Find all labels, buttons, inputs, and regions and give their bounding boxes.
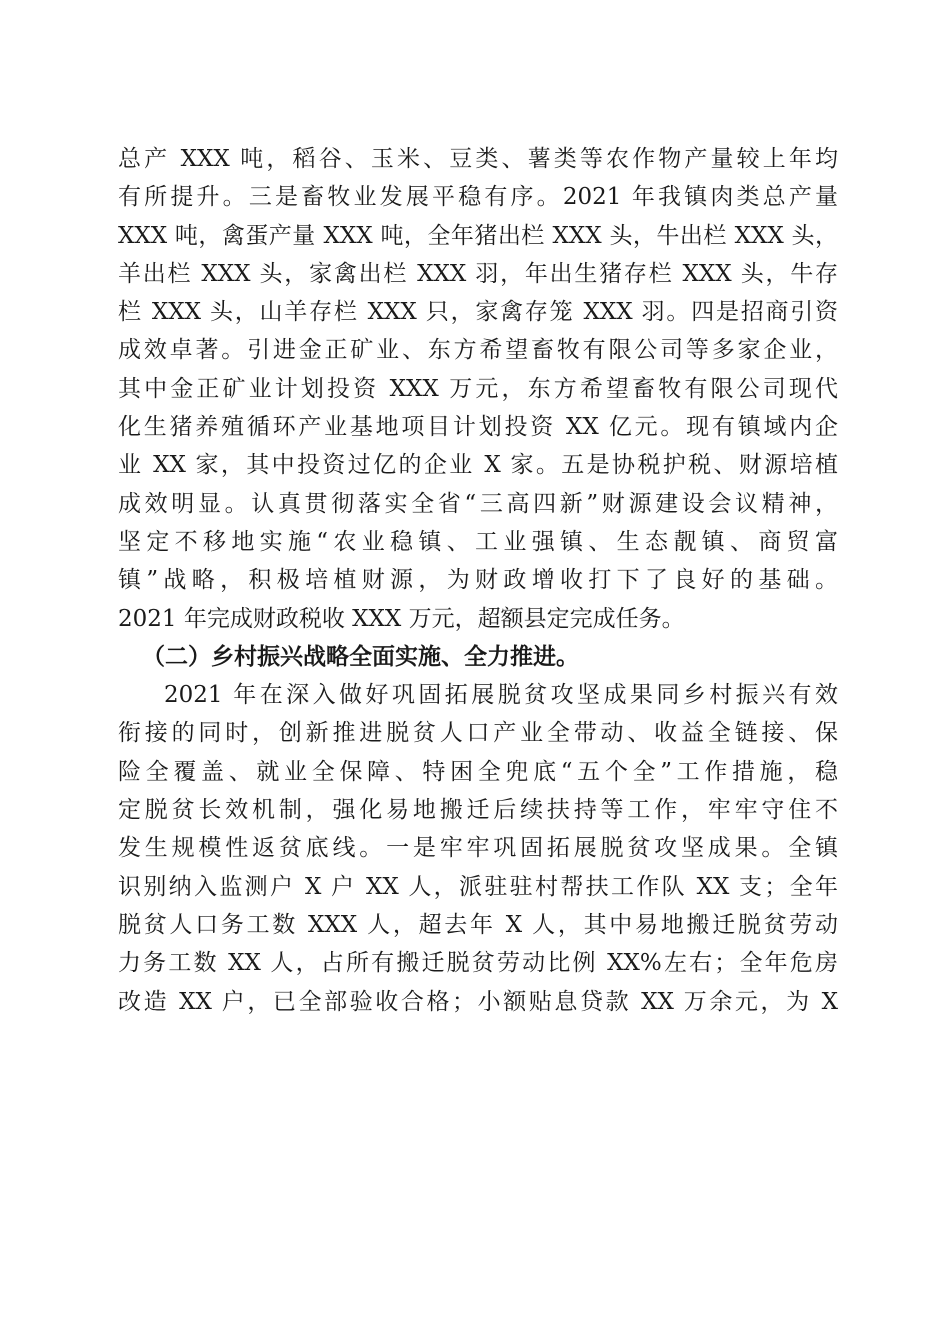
paragraph-1-line: XXX 吨，禽蛋产量 XXX 吨，全年猪出栏 XXX 头，牛出栏 XXX 头， [118,222,838,249]
paragraph-1-line: 羊出栏 XXX 头，家禽出栏 XXX 羽，年出生猪存栏 XXX 头，牛存 [118,260,838,287]
paragraph-1-line: 坚定不移地实施“农业稳镇、工业强镇、生态靓镇、商贸富 [118,528,838,555]
paragraph-2-line: 险全覆盖、就业全保障、特困全兜底“五个全”工作措施，稳 [118,758,838,785]
section-heading: （二）乡村振兴战略全面实施、全力推进。 [142,642,579,670]
paragraph-1-line: 有所提升。三是畜牧业发展平稳有序。2021 年我镇肉类总产量 [118,184,838,211]
document-body [118,140,838,1021]
paragraph-1-line: 其中金正矿业计划投资 XXX 万元，东方希望畜牧有限公司现代 [118,375,838,402]
paragraph-1-line: 镇”战略，积极培植财源，为财政增收打下了良好的基础。 [118,567,838,594]
paragraph-2-line: 力务工数 XX 人，占所有搬迁脱贫劳动比例 XX%左右；全年危房 [118,950,838,977]
paragraph-1-line: 2021 年完成财政税收 XXX 万元，超额县定完成任务。 [118,605,685,632]
paragraph-1-line: 总产 XXX 吨，稻谷、玉米、豆类、薯类等农作物产量较上年均 [118,146,838,172]
paragraph-1-line: 化生猪养殖循环产业基地项目计划投资 XX 亿元。现有镇域内企 [118,414,838,441]
paragraph-2-line: 2021 年在深入做好巩固拓展脱贫攻坚成果同乡村振兴有效 [164,682,838,709]
paragraph-2-line: 衔接的同时，创新推进脱贫人口产业全带动、收益全链接、保 [118,720,838,747]
paragraph-2-line: 发生规模性返贫底线。一是牢牢巩固拓展脱贫攻坚成果。全镇 [118,835,838,862]
paragraph-2-line: 识别纳入监测户 X 户 XX 人，派驻驻村帮扶工作队 XX 支；全年 [118,873,838,900]
paragraph-2-line: 脱贫人口务工数 XXX 人，超去年 X 人，其中易地搬迁脱贫劳动 [118,911,838,938]
paragraph-1-line: 成效明显。认真贯彻落实全省“三高四新”财源建设会议精神， [118,490,838,517]
paragraph-1-line: 业 XX 家，其中投资过亿的企业 X 家。五是协税护税、财源培植 [118,452,838,479]
paragraph-1-line: 栏 XXX 头，山羊存栏 XXX 只，家禽存笼 XXX 羽。四是招商引资 [118,299,838,326]
paragraph-1-line: 成效卓著。引进金正矿业、东方希望畜牧有限公司等多家企业， [118,337,838,364]
paragraph-2-line: 定脱贫长效机制，强化易地搬迁后续扶持等工作，牢牢守住不 [118,797,838,824]
paragraph-2-line: 改造 XX 户，已全部验收合格；小额贴息贷款 XX 万余元，为 X [118,988,838,1015]
